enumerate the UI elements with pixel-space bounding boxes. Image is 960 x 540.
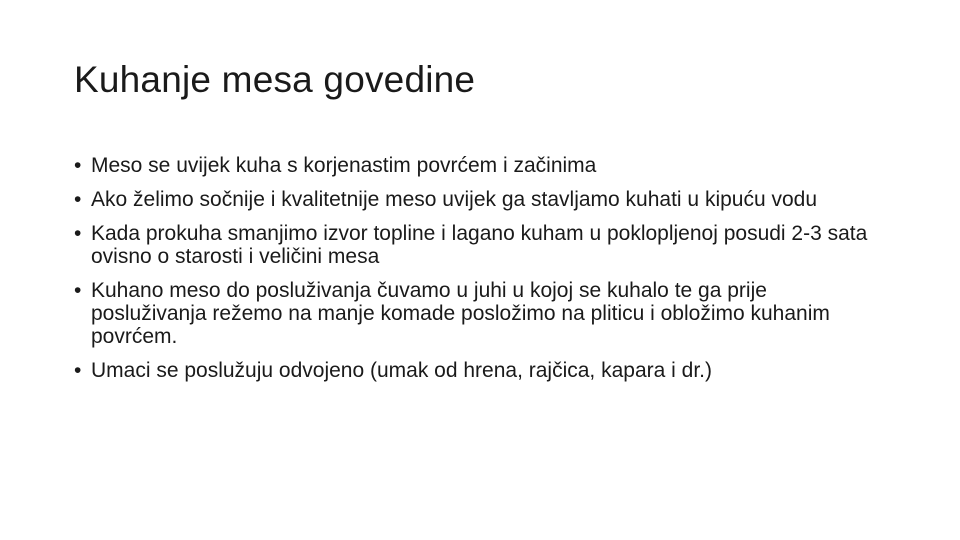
bullet-text: Umaci se poslužuju odvojeno (umak od hrena, rajčica, kapara i dr.) xyxy=(91,359,712,382)
bullet-icon: • xyxy=(74,188,82,211)
bullet-text: Meso se uvijek kuha s korjenastim povrćem i začinima xyxy=(91,154,597,177)
bullet-icon: • xyxy=(74,279,82,302)
bullet-text: Ako želimo sočnije i kvalitetnije meso uvijek ga stavljamo kuhati u kipuću vodu xyxy=(91,188,818,211)
bullet-list xyxy=(74,149,884,388)
bullet-item xyxy=(74,274,884,354)
bullet-item xyxy=(74,354,884,388)
bullet-icon: • xyxy=(74,359,82,382)
bullet-item xyxy=(74,149,884,183)
bullet-text: Kuhano meso do posluživanja čuvamo u juhi u kojoj se kuhalo te ga prije posluživanja režemo na manje komade posložimo na pliticu i obložimo kuhanim povrćem. xyxy=(91,279,830,348)
slide-title: Kuhanje mesa govedine xyxy=(74,59,476,100)
bullet-icon: • xyxy=(74,154,82,177)
bullet-item xyxy=(74,217,884,274)
bullet-icon: • xyxy=(74,222,82,245)
bullet-text: Kada prokuha smanjimo izvor topline i lagano kuham u poklopljenoj posudi 2-3 sata ovisno o starosti i veličini mesa xyxy=(91,222,868,268)
bullet-item xyxy=(74,183,884,217)
